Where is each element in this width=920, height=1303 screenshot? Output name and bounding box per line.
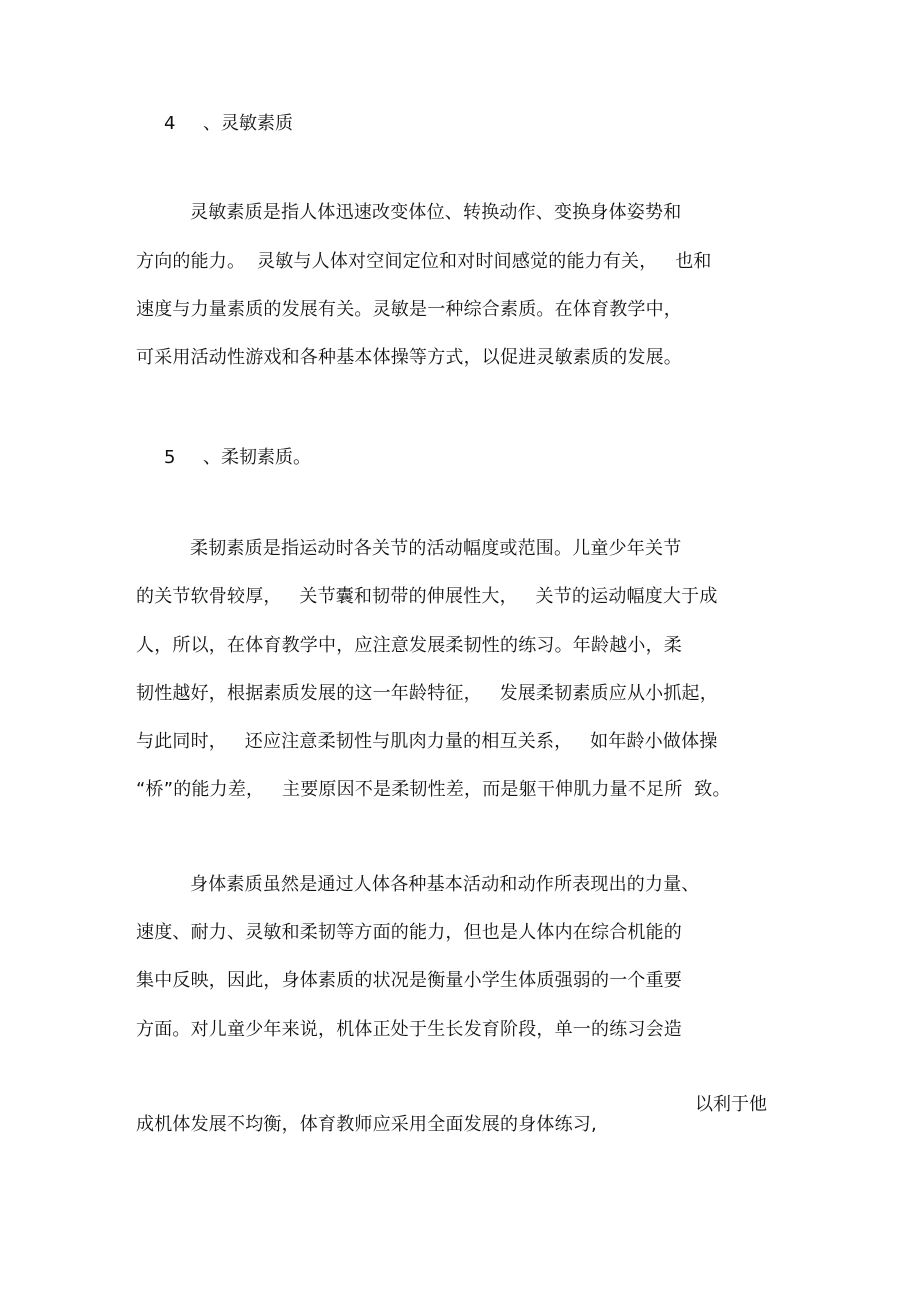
paragraph-line: 方面。对儿童少年来说，机体正处于生长发育阶段，单一的练习会造 — [136, 1019, 682, 1040]
paragraph-line: 身体素质虽然是通过人体各种基本活动和动作所表现出的力量、 — [190, 874, 700, 895]
section-number: 4 — [164, 113, 176, 134]
paragraph-line: 速度、耐力、灵敏和柔韧等方面的能力，但也是人体内在综合机能的 — [136, 922, 682, 943]
paragraph-line: 方向的能力。 灵敏与人体对空间定位和对时间感觉的能力有关， 也和 — [136, 251, 712, 272]
paragraph-line: 可采用活动性游戏和各种基本体操等方式，以促进灵敏素质的发展。 — [136, 347, 682, 368]
paragraph-line: 集中反映，因此，身体素质的状况是衡量小学生体质强弱的一个重要 — [136, 970, 682, 991]
section-number: 5 — [164, 447, 176, 468]
paragraph-line: 成机体发展不均衡，体育教师应采用全面发展的身体练习, — [136, 1114, 597, 1135]
paragraph-line: 速度与力量素质的发展有关。灵敏是一种综合素质。在体育教学中， — [136, 299, 682, 320]
section-title: 、柔韧素质。 — [203, 447, 311, 468]
paragraph-line: 与此同时， 还应注意柔韧性与肌肉力量的相互关系， 如年龄小做体操 — [136, 731, 718, 752]
section-title: 、灵敏素质 — [203, 113, 293, 134]
paragraph-fragment: 以利于他 — [695, 1094, 767, 1115]
paragraph-line: 的关节软骨较厚， 关节囊和韧带的伸展性大， 关节的运动幅度大于成 — [136, 586, 718, 607]
paragraph-line: 人，所以，在体育教学中，应注意发展柔韧性的练习。年龄越小，柔 — [136, 635, 682, 656]
paragraph-line: 灵敏素质是指人体迅速改变体位、转换动作、变换身体姿势和 — [190, 202, 682, 223]
paragraph-line: 柔韧素质是指运动时各关节的活动幅度或范围。儿童少年关节 — [190, 538, 682, 559]
paragraph-line: “桥”的能力差， 主要原因不是柔韧性差，而是躯干伸肌力量不足所 致。 — [136, 779, 731, 800]
paragraph-line: 韧性越好，根据素质发展的这一年龄特征， 发展柔韧素质应从小抓起， — [136, 683, 718, 704]
